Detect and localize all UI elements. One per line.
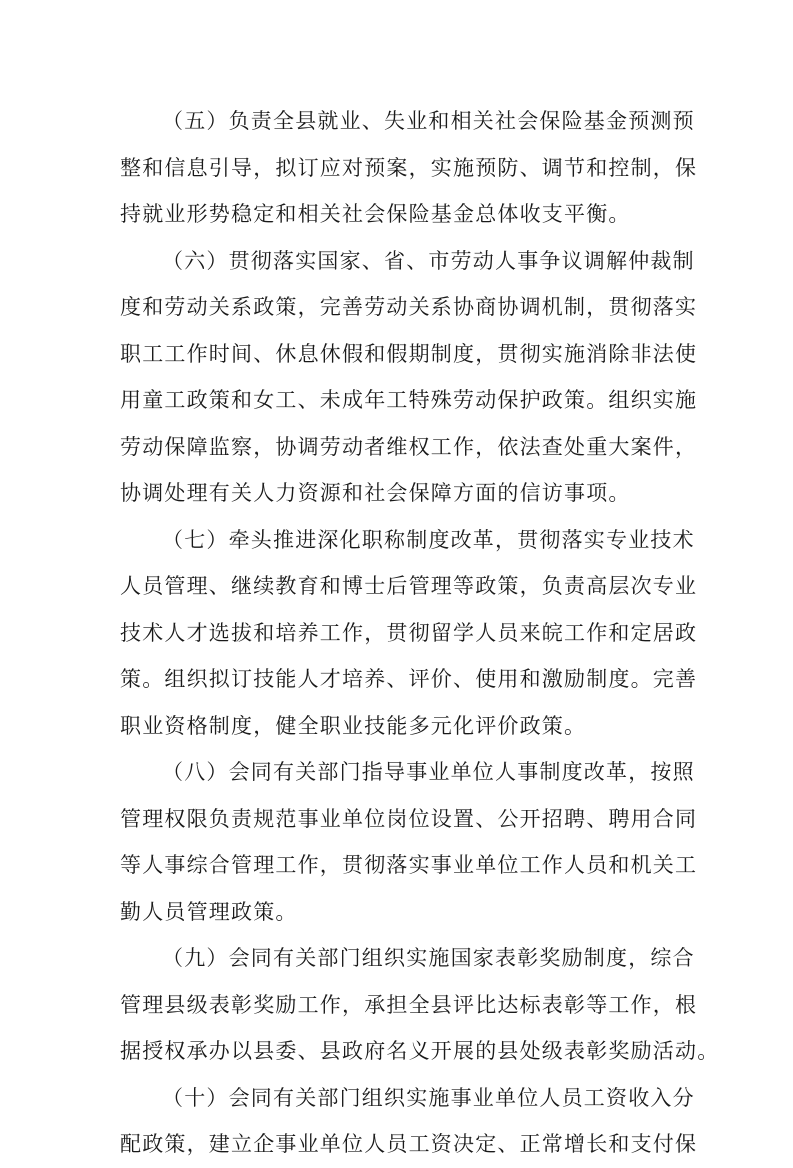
text-line: 度和劳动关系政策，完善劳动关系协商协调机制，贯彻落实 <box>120 295 698 319</box>
text-line: 管理权限负责规范事业单位岗位设置、公开招聘、聘用合同 <box>120 806 698 831</box>
text-line: （七）牵头推进深化职称制度改革，贯彻落实专业技术 <box>162 527 695 552</box>
text-line: 持就业形势稳定和相关社会保险基金总体收支平衡。 <box>120 202 631 226</box>
text-line: 整和信息引导，拟订应对预案，实施预防、调节和控制，保 <box>120 155 698 180</box>
paragraph-7 <box>120 517 698 750</box>
text-line: 劳动保障监察，协调劳动者维权工作，依法查处重大案件， <box>120 434 698 459</box>
text-line: 勤人员管理政策。 <box>120 899 298 924</box>
text-line: 管理县级表彰奖励工作，承担全县评比达标表彰等工作，根 <box>120 992 698 1017</box>
document-body <box>120 98 720 1168</box>
paragraph-8 <box>120 749 698 935</box>
text-line: （六）贯彻落实国家、省、市劳动人事争议调解仲裁制 <box>162 248 695 273</box>
text-line: 等人事综合管理工作，贯彻落实事业单位工作人员和机关工 <box>120 853 698 877</box>
text-line: 职业资格制度，健全职业技能多元化评价政策。 <box>120 713 587 738</box>
text-line: 据授权承办以县委、县政府名义开展的县处级表彰奖励活动。 <box>120 1039 720 1063</box>
text-line: 配政策，建立企事业单位人员工资决定、正常增长和支付保 <box>120 1132 698 1156</box>
text-line: 技术人才选拔和培养工作，贯彻留学人员来皖工作和定居政 <box>120 620 698 645</box>
text-line: 职工工作时间、休息休假和假期制度，贯彻实施消除非法使 <box>120 341 698 366</box>
text-line: （八）会同有关部门指导事业单位人事制度改革，按照 <box>162 760 695 784</box>
text-line: 策。组织拟订技能人才培养、评价、使用和激励制度。完善 <box>120 667 698 691</box>
text-line: （五）负责全县就业、失业和相关社会保险基金预测预 <box>162 109 695 133</box>
paragraph-6 <box>120 238 698 517</box>
text-line: （十）会同有关部门组织实施事业单位人员工资收入分 <box>162 1085 695 1110</box>
paragraph-5 <box>120 98 698 238</box>
text-line: 人员管理、继续教育和博士后管理等政策，负责高层次专业 <box>120 574 698 598</box>
paragraph-9 <box>120 935 720 1075</box>
paragraph-10 <box>120 1075 698 1168</box>
text-line: 协调处理有关人力资源和社会保障方面的信访事项。 <box>120 481 631 505</box>
text-line: 用童工政策和女工、未成年工特殊劳动保护政策。组织实施 <box>120 388 698 412</box>
text-line: （九）会同有关部门组织实施国家表彰奖励制度，综合 <box>162 946 695 970</box>
